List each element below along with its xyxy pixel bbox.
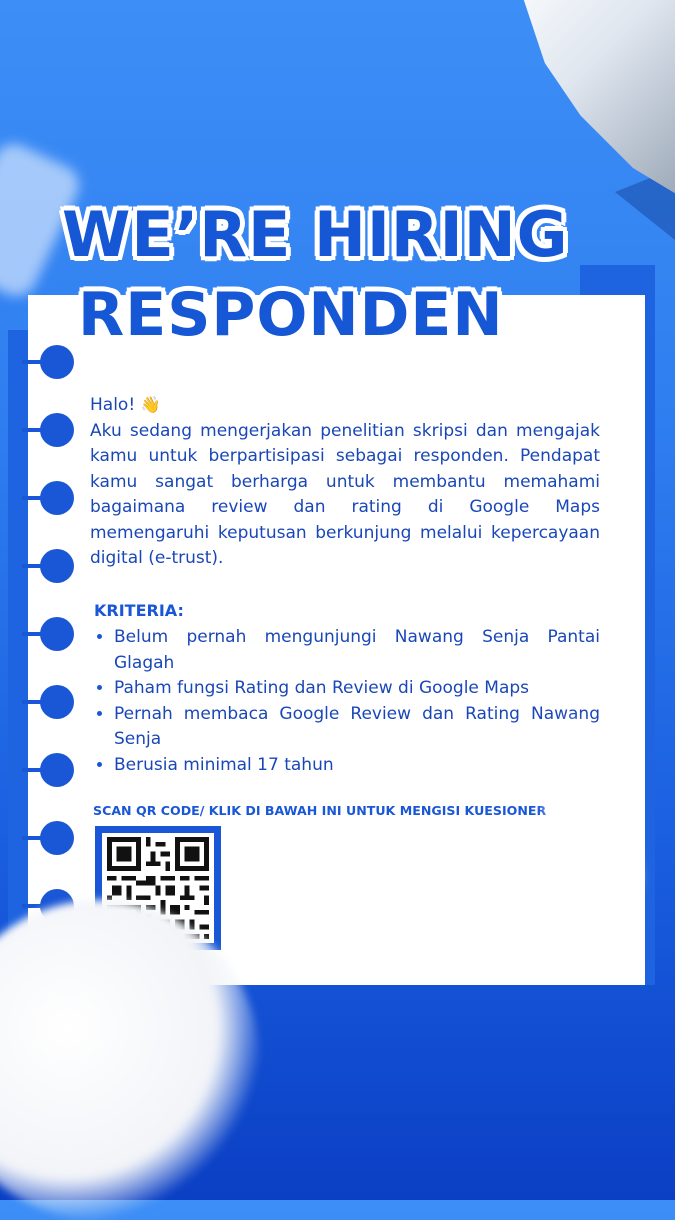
ring [40, 617, 74, 651]
page-curl-decoration [465, 0, 675, 210]
criteria-item: • Paham fungsi Rating dan Review di Google Maps [114, 676, 600, 702]
card-content [90, 392, 600, 824]
greeting-text: Halo! [90, 395, 136, 415]
criteria-list [90, 625, 600, 778]
greeting [90, 392, 600, 419]
criteria-heading: KRITERIA: [94, 600, 184, 620]
headline-line-2: RESPONDEN [78, 280, 504, 350]
waving-hand-icon: 👋 [140, 395, 161, 414]
ring [40, 549, 74, 583]
criteria-item: • Belum pernah mengunjungi Nawang Senja Pantai Glagah [114, 625, 600, 676]
ring [40, 753, 74, 787]
intro-paragraph: Aku sedang mengerjakan penelitian skripsi dan mengajak kamu untuk berpartisipasi sebagai responden. Pendapat kamu sangat berharga untuk membantu memahami bagaimana review dan rating di Google Maps memengaruhi keputusan berkunjung melalui kepercayaan digital (e-trust). [90, 420, 600, 568]
headline-line-1: WE’RE HIRING [62, 198, 569, 271]
criteria-item: • Pernah membaca Google Review dan Rating Nawang Senja [114, 702, 600, 753]
scan-instruction[interactable]: SCAN QR CODE/ KLIK DI BAWAH INI UNTUK MENGISI KUESIONER [93, 803, 547, 818]
ring [40, 481, 74, 515]
ring [40, 821, 74, 855]
ring [40, 413, 74, 447]
ring [40, 685, 74, 719]
criteria-item: • Berusia minimal 17 tahun [114, 753, 600, 779]
ring [40, 345, 74, 379]
